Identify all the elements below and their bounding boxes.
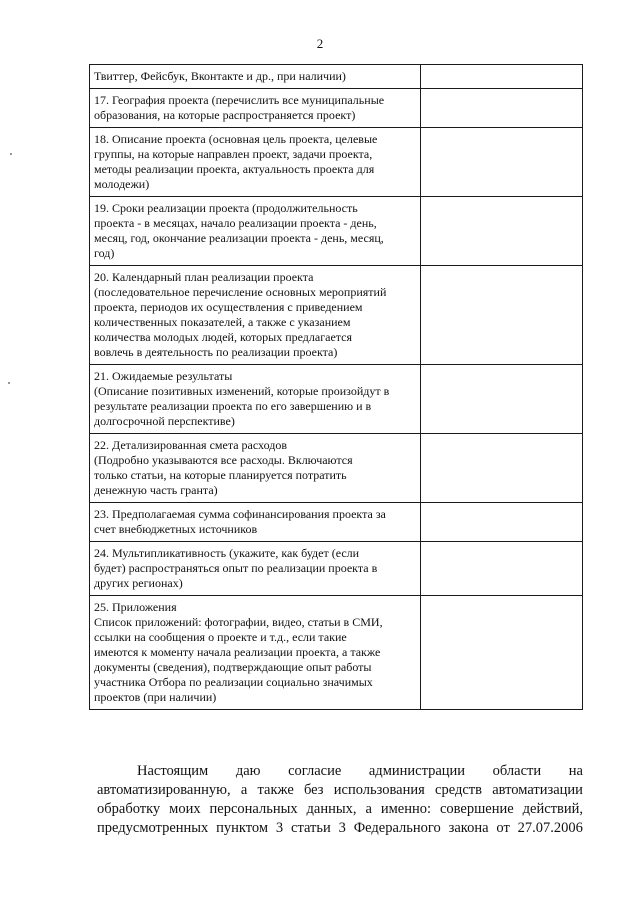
form-row-label-line: долгосрочной перспективе) [94, 414, 235, 428]
form-row-label [90, 65, 421, 89]
consent-word: без [304, 782, 324, 798]
form-row [90, 503, 583, 542]
form-row-label [90, 503, 421, 542]
consent-word: области [492, 763, 542, 779]
form-table-body [90, 65, 583, 710]
form-row-label-line: документы (сведения), подтверждающие опыт работы [94, 660, 372, 674]
consent-word: использования [333, 782, 425, 798]
form-row-label-line: 20. Календарный план реализации проекта [94, 270, 314, 284]
form-row-label-line: Список приложений: фотографии, видео, статьи в СМИ, [94, 615, 383, 629]
scan-speck [8, 382, 10, 384]
consent-word: а [365, 801, 372, 817]
form-row-label-line: денежную часть гранта) [94, 483, 218, 497]
form-row-label-line: проекта, периодов их осуществления с приведением [94, 300, 363, 314]
form-row-label-line: Твиттер, Фейсбук, Вконтакте и др., при наличии) [94, 69, 346, 83]
consent-line-2 [97, 781, 583, 800]
consent-word: статьи [291, 820, 331, 836]
form-row [90, 434, 583, 503]
form-row-label-line: проекта - в месяцах, начало реализации проекта - день, [94, 216, 377, 230]
consent-word: а [240, 782, 248, 798]
form-row-value[interactable] [421, 503, 583, 542]
form-row-label-line: (Описание позитивных изменений, которые произойдут в [94, 384, 390, 398]
consent-word: 27.07.2006 [517, 820, 583, 836]
consent-word: средств [435, 782, 482, 798]
form-row-value[interactable] [421, 542, 583, 596]
form-row-label-line: (последовательное перечисление основных мероприятий [94, 285, 387, 299]
consent-word: моих [169, 801, 201, 817]
form-row-value[interactable] [421, 266, 583, 365]
form-row-label-line: 25. Приложения [94, 600, 177, 614]
form-row [90, 266, 583, 365]
consent-word: согласие [288, 763, 342, 779]
form-row-label-line: вовлечь в деятельность по реализации проекта) [94, 345, 338, 359]
form-row-value[interactable] [421, 434, 583, 503]
consent-paragraph [97, 762, 583, 838]
form-row-label [90, 542, 421, 596]
form-row-label-line: год) [94, 246, 115, 260]
form-row-value[interactable] [421, 65, 583, 89]
form-row-label-line: ссылки на сообщения о проекте и т.д., если такие [94, 630, 347, 644]
form-row-label-line: группы, на которые направлен проект, задачи проекта, [94, 147, 373, 161]
form-row-label-line: образования, на которые распространяется проект) [94, 108, 356, 122]
form-row-label-line: 18. Описание проекта (основная цель проекта, целевые [94, 132, 378, 146]
consent-word: администрации [368, 763, 466, 779]
consent-word: предусмотренных [97, 820, 209, 836]
form-row [90, 65, 583, 89]
consent-word: автоматизированную, [97, 782, 231, 798]
form-row [90, 128, 583, 197]
form-row-label-line: 23. Предполагаемая сумма софинансирования проекта за [94, 507, 386, 521]
form-row-label-line: участника Отбора по реализации социально значимых [94, 675, 373, 689]
form-row-label-line: 21. Ожидаемые результаты [94, 369, 233, 383]
form-row-label-line: только статьи, на которые планируется потратить [94, 468, 347, 482]
form-row-label-line: 24. Мультипликативность (укажите, как будет (если [94, 546, 360, 560]
form-row-label-line: других регионах) [94, 576, 183, 590]
consent-word: именно: [380, 801, 432, 817]
consent-word: совершение [439, 801, 514, 817]
form-row-value[interactable] [421, 128, 583, 197]
scan-speck [10, 153, 12, 155]
consent-word: закона [448, 820, 489, 836]
form-row-label-line: проектов (при наличии) [94, 690, 217, 704]
form-row-label-line: результате реализации проекта по его завершению и в [94, 399, 372, 413]
form-row [90, 542, 583, 596]
consent-word: обработку [97, 801, 161, 817]
form-row-label-line: количественных показателей, а также с указанием [94, 315, 351, 329]
consent-word: пунктом [216, 820, 269, 836]
consent-word: Федерального [353, 820, 441, 836]
application-form-table [89, 64, 583, 710]
form-row-label [90, 365, 421, 434]
form-row-label-line: будет) распространяться опыт по реализации проекта в [94, 561, 378, 575]
form-row-label [90, 197, 421, 266]
form-row-label [90, 434, 421, 503]
form-row-value[interactable] [421, 365, 583, 434]
form-row-label-line: 19. Сроки реализации проекта (продолжительность [94, 201, 358, 215]
page-number: 2 [316, 36, 324, 51]
consent-line-3 [97, 800, 583, 819]
form-row [90, 365, 583, 434]
form-row-label-line: количества молодых людей, которых предлагается [94, 330, 353, 344]
form-row-label [90, 596, 421, 710]
consent-word: от [496, 820, 510, 836]
form-row-label-line: месяц, год, окончание реализации проекта - день, месяц, [94, 231, 384, 245]
form-row-label-line: имеются к моменту начала реализации проекта, а также [94, 645, 381, 659]
consent-word: на [568, 763, 583, 779]
consent-word: автоматизации [492, 782, 583, 798]
form-row-label-line: молодежи) [94, 177, 150, 191]
form-row-label-line: (Подробно указываются все расходы. Включаются [94, 453, 353, 467]
consent-word: даю [235, 763, 261, 779]
form-row-label [90, 89, 421, 128]
form-row-label-line: 22. Детализированная смета расходов [94, 438, 288, 452]
form-row-label [90, 128, 421, 197]
consent-word: данных, [306, 801, 357, 817]
form-row [90, 197, 583, 266]
form-row-label [90, 266, 421, 365]
form-row-value[interactable] [421, 89, 583, 128]
consent-line-4 [97, 819, 583, 838]
consent-word: 3 [338, 820, 346, 836]
form-row-value[interactable] [421, 197, 583, 266]
consent-word: 3 [275, 820, 284, 836]
form-row-value[interactable] [421, 596, 583, 710]
consent-word: Настоящим [137, 763, 209, 779]
form-row [90, 89, 583, 128]
form-row [90, 596, 583, 710]
form-row-label-line: 17. География проекта (перечислить все муниципальные [94, 93, 385, 107]
consent-line-1 [97, 762, 583, 781]
form-row-label-line: методы реализации проекта, актуальность проекта для [94, 162, 375, 176]
consent-word: также [257, 782, 294, 798]
form-row-label-line: счет внебюджетных источников [94, 522, 258, 536]
consent-word: действий, [522, 801, 583, 817]
consent-word: персональных [209, 801, 298, 817]
